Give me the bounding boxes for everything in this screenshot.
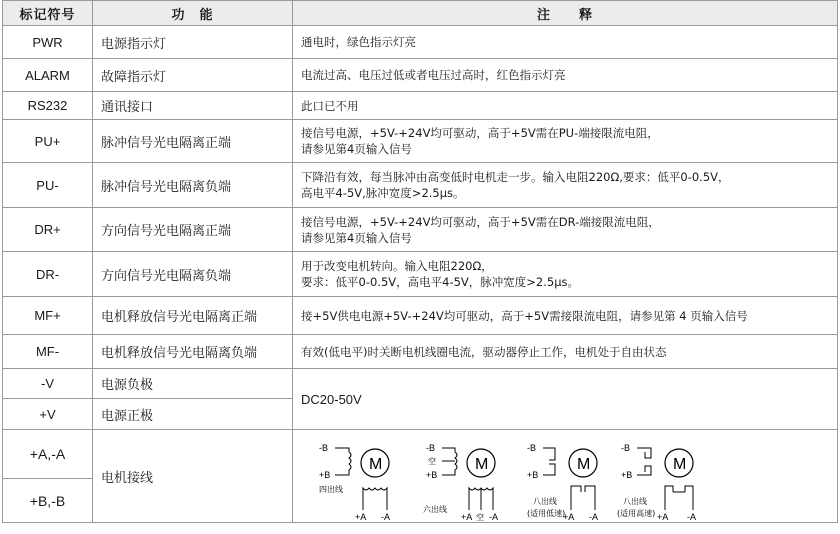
row-notes bbox=[293, 92, 838, 120]
row-symbol: PU+ bbox=[3, 120, 93, 163]
table-row-motor-a bbox=[3, 430, 838, 479]
row-function: 电机释放信号光电隔离正端 bbox=[93, 297, 293, 335]
caption-detail: (适用高速) bbox=[617, 509, 656, 518]
row-symbol: PU- bbox=[3, 163, 93, 208]
row-symbol: -V bbox=[3, 369, 93, 399]
caption: 八出线 bbox=[623, 497, 647, 506]
row-function: 方向信号光电隔离负端 bbox=[93, 252, 293, 297]
motor-letter: M bbox=[577, 456, 591, 473]
power-voltage: DC20-50V bbox=[301, 391, 362, 407]
motor-letter: M bbox=[673, 456, 687, 473]
row-symbol: +V bbox=[3, 399, 93, 430]
motor-letter: M bbox=[475, 456, 489, 473]
table-row bbox=[3, 297, 838, 335]
row-function: 电机接线 bbox=[93, 430, 293, 523]
table-row bbox=[3, 59, 838, 92]
row-symbol: DR- bbox=[3, 252, 93, 297]
row-function: 方向信号光电隔离正端 bbox=[93, 208, 293, 252]
label-a-plus: +A bbox=[563, 512, 575, 522]
row-notes bbox=[293, 120, 838, 163]
row-notes bbox=[293, 163, 838, 208]
label-b-minus: -B bbox=[527, 443, 536, 453]
row-notes bbox=[293, 252, 838, 297]
coil-a bbox=[665, 486, 693, 492]
caption: 八出线 bbox=[533, 497, 557, 506]
note-line: 通电时，绿色指示灯亮 bbox=[301, 35, 416, 49]
note-line: 电流过高、电压过低或者电压过高时，红色指示灯亮 bbox=[301, 68, 566, 82]
motor-letter: M bbox=[369, 456, 383, 473]
diagram-eight-wire-high bbox=[617, 443, 696, 522]
row-function: 通讯接口 bbox=[93, 92, 293, 120]
coil-b bbox=[543, 448, 555, 475]
label-b-minus: -B bbox=[621, 443, 630, 453]
terminal-table bbox=[2, 0, 838, 523]
label-b-plus: +B bbox=[527, 470, 539, 480]
diagram-eight-wire-low bbox=[527, 443, 598, 522]
note-line: 请参见第4页输入信号 bbox=[301, 230, 412, 245]
table-row bbox=[3, 335, 838, 369]
row-function: 脉冲信号光电隔离正端 bbox=[93, 120, 293, 163]
diagram-four-wire bbox=[319, 443, 390, 522]
label-a-plus: +A bbox=[461, 512, 473, 522]
row-symbol: PWR bbox=[3, 26, 93, 59]
note-line: 接+5V供电电源+5V-+24V均可驱动，高于+5V需接限流电阻，请参见第 4 页输入信号 bbox=[301, 308, 748, 323]
table-row bbox=[3, 208, 838, 252]
label-a-minus: -A bbox=[381, 512, 390, 522]
row-symbol-b: +B,-B bbox=[3, 479, 93, 523]
row-symbol: DR+ bbox=[3, 208, 93, 252]
coil-b bbox=[335, 448, 351, 475]
row-notes bbox=[293, 26, 838, 59]
note-line: 有效(低电平)时关断电机线圈电流，驱动器停止工作，电机处于自由状态 bbox=[301, 344, 667, 359]
label-a-plus: +A bbox=[657, 512, 669, 522]
wiring-diagram-cell bbox=[293, 430, 838, 523]
row-symbol-a: +A,-A bbox=[3, 430, 93, 479]
caption: 六出线 bbox=[423, 505, 447, 514]
row-symbol: ALARM bbox=[3, 59, 93, 92]
caption: 四出线 bbox=[319, 485, 343, 494]
label-center: 空 bbox=[428, 457, 436, 466]
label-a-minus: -A bbox=[687, 512, 696, 522]
note-line: 要求：低平0-0.5V，高电平4-5V，脉冲宽度>2.5μs。 bbox=[301, 275, 580, 289]
row-notes bbox=[293, 335, 838, 369]
row-notes bbox=[293, 297, 838, 335]
note-line: 接信号电源，+5V-+24V均可驱动，高于+5V需在DR-端接限流电阻， bbox=[301, 214, 660, 229]
row-function: 电源正极 bbox=[93, 399, 293, 430]
note-line: 用于改变电机转向。输入电阻220Ω， bbox=[301, 259, 493, 273]
row-function: 电机释放信号光电隔离负端 bbox=[93, 335, 293, 369]
row-function: 故障指示灯 bbox=[93, 59, 293, 92]
table-row bbox=[3, 26, 838, 59]
label-a-minus: -A bbox=[489, 512, 498, 522]
coil-b bbox=[637, 448, 651, 475]
coil-a bbox=[363, 488, 387, 492]
table-row bbox=[3, 252, 838, 297]
note-line: 高电平4-5V,脉冲宽度>2.5μs。 bbox=[301, 186, 465, 200]
row-function: 电源指示灯 bbox=[93, 26, 293, 59]
motor-wiring-diagram bbox=[293, 430, 837, 522]
label-a-plus: +A bbox=[355, 512, 367, 522]
coil-a bbox=[571, 486, 595, 492]
header-function: 功 能 bbox=[93, 1, 293, 26]
row-symbol: MF+ bbox=[3, 297, 93, 335]
row-function: 脉冲信号光电隔离负端 bbox=[93, 163, 293, 208]
note-line: 接信号电源，+5V-+24V均可驱动，高于+5V需在PU-端接限流电阻， bbox=[301, 126, 659, 140]
header-row bbox=[3, 1, 838, 26]
row-notes bbox=[293, 59, 838, 92]
label-b-plus: +B bbox=[426, 470, 438, 480]
caption-detail: (适用低速) bbox=[527, 509, 566, 518]
label-b-minus: -B bbox=[319, 443, 328, 453]
header-symbol: 标记符号 bbox=[3, 1, 93, 26]
table-row-power-neg bbox=[3, 369, 838, 399]
coil-b bbox=[442, 448, 457, 475]
row-symbol: RS232 bbox=[3, 92, 93, 120]
row-notes bbox=[293, 208, 838, 252]
note-line: 请参见第4页输入信号 bbox=[301, 142, 412, 156]
label-a-center: 空 bbox=[476, 513, 484, 522]
header-notes: 注 释 bbox=[293, 1, 838, 26]
label-b-plus: +B bbox=[621, 470, 633, 480]
table-row bbox=[3, 92, 838, 120]
label-b-minus: -B bbox=[426, 443, 435, 453]
table-row bbox=[3, 163, 838, 208]
note-line: 此口已不用 bbox=[301, 98, 359, 113]
table-row bbox=[3, 120, 838, 163]
diagram-six-wire bbox=[423, 443, 498, 522]
note-line: 下降沿有效，每当脉冲由高变低时电机走一步。输入电阻220Ω,要求：低平0-0.5V， bbox=[301, 170, 730, 184]
row-symbol: MF- bbox=[3, 335, 93, 369]
row-function: 电源负极 bbox=[93, 369, 293, 399]
label-a-minus: -A bbox=[589, 512, 598, 522]
power-voltage-cell bbox=[293, 369, 838, 430]
label-b-plus: +B bbox=[319, 470, 331, 480]
